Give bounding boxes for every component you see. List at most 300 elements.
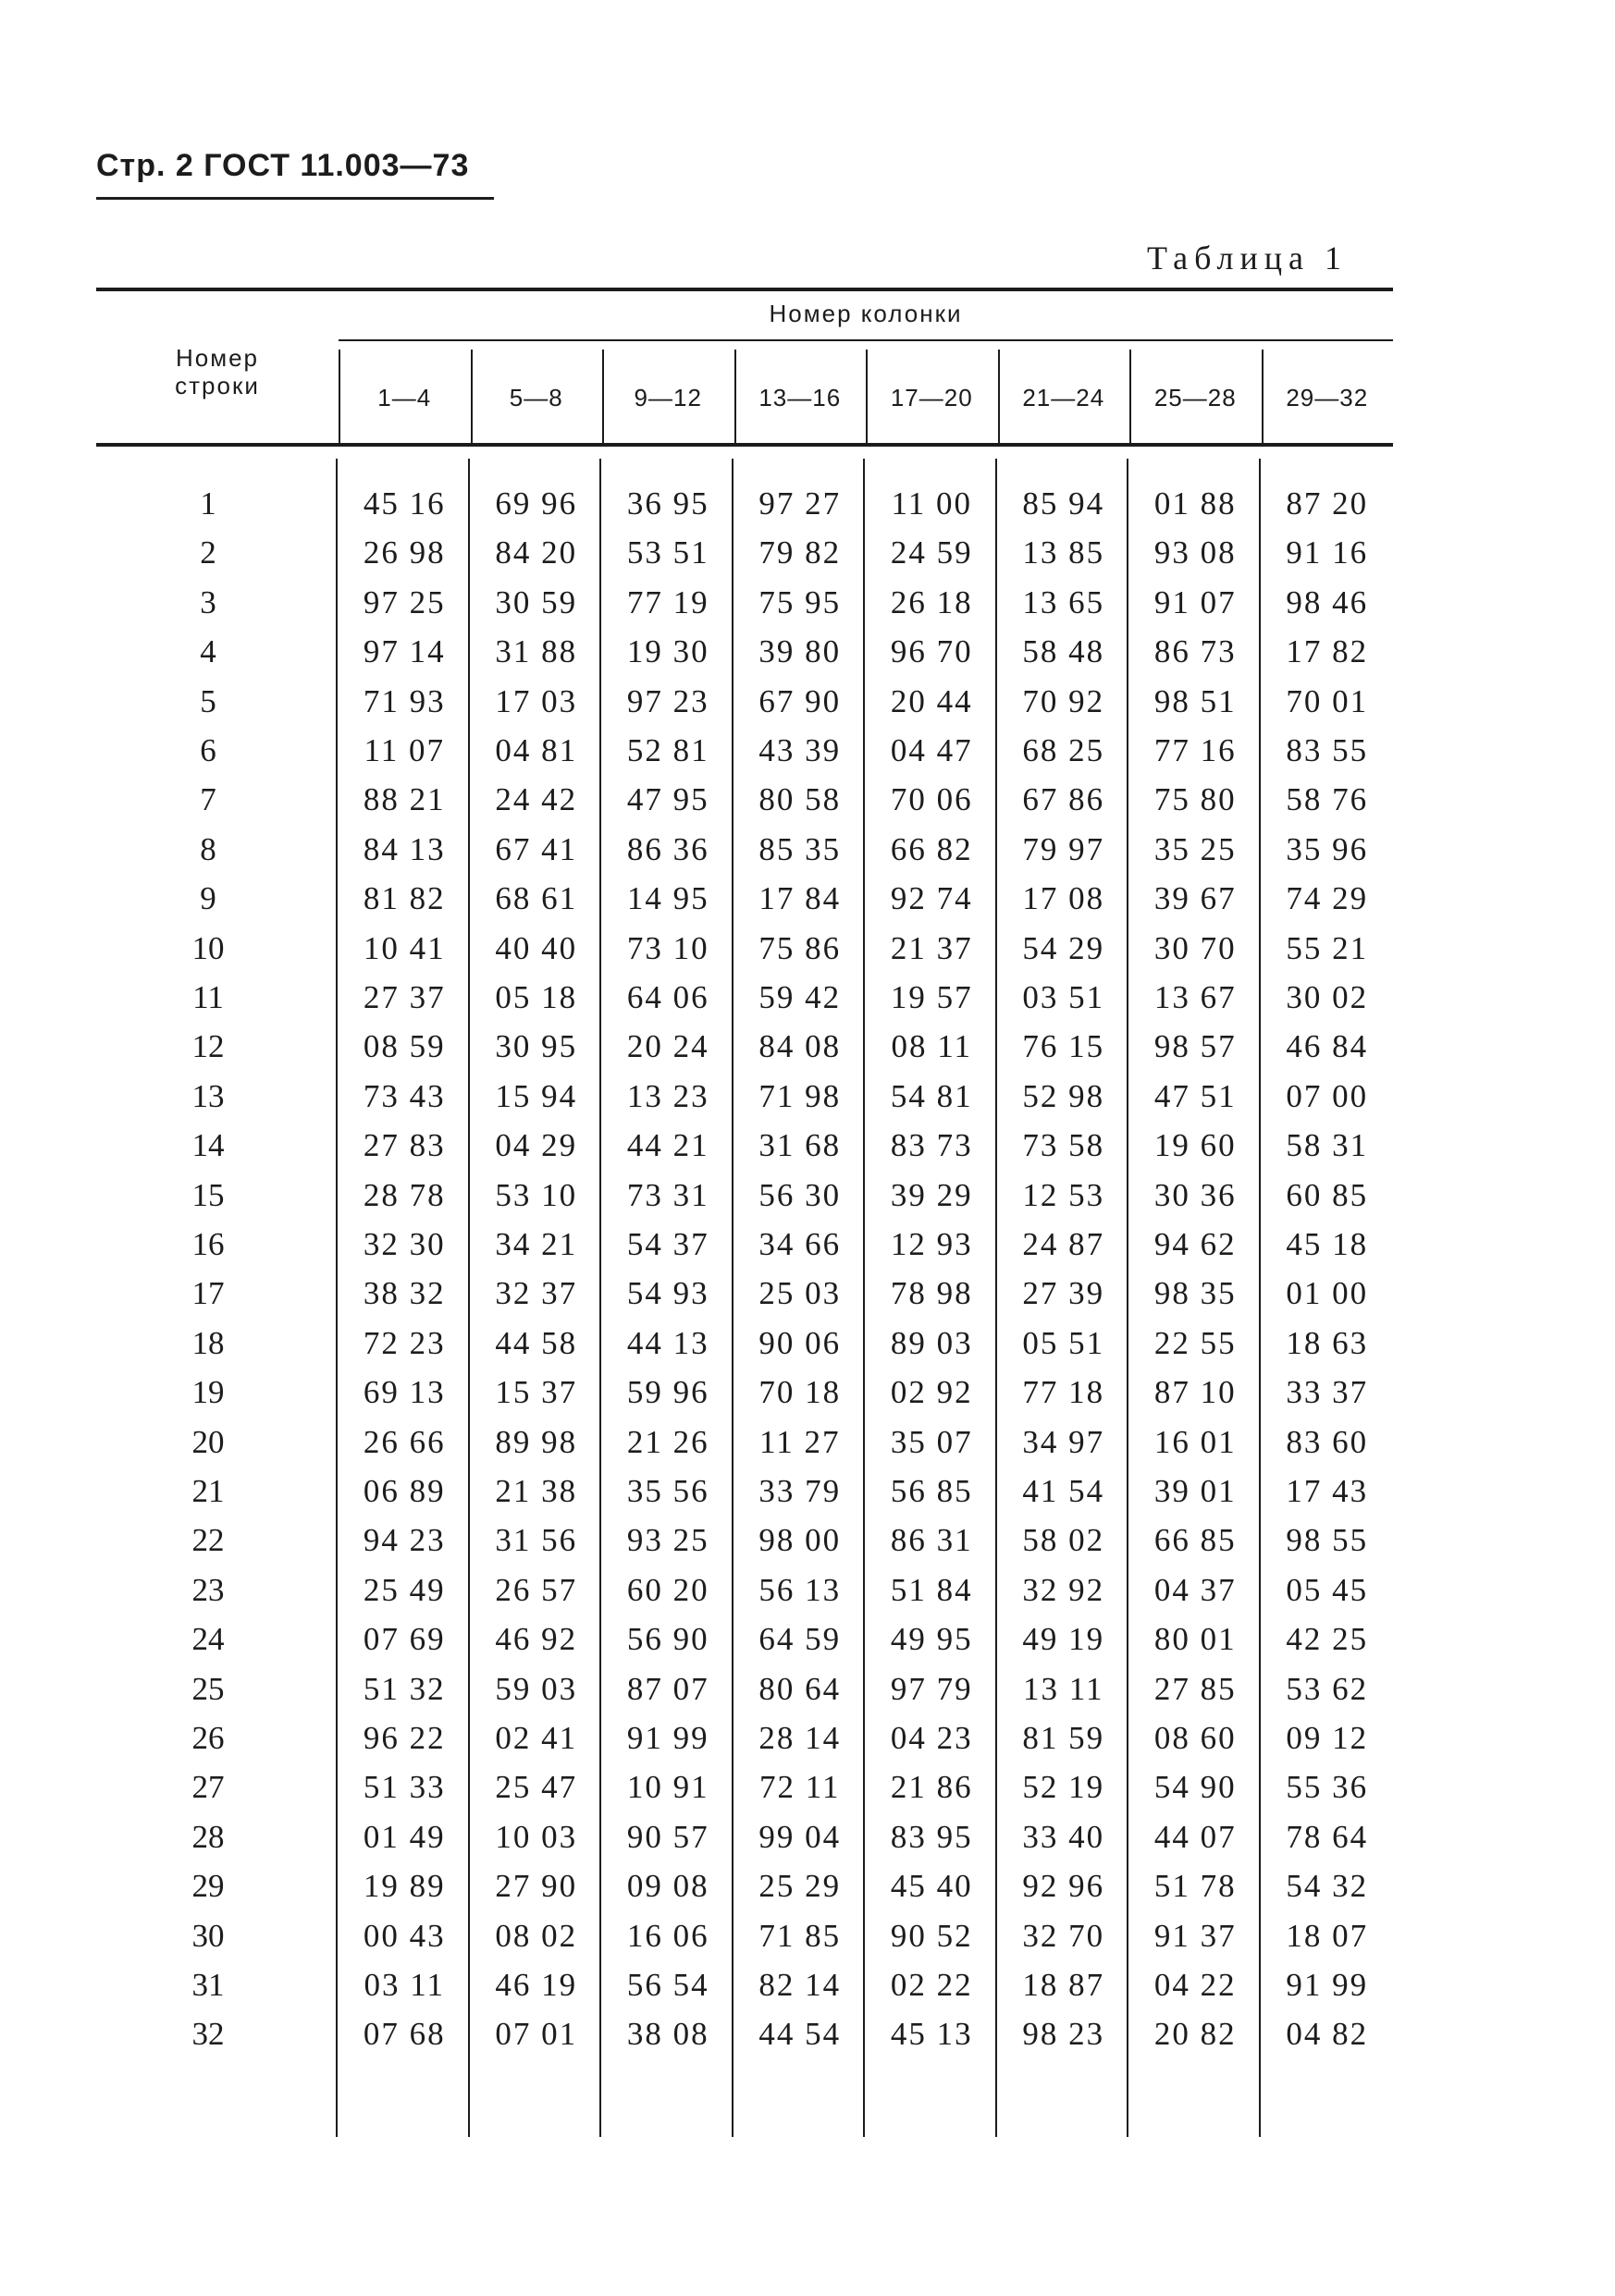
table-cell: 11 27: [759, 1423, 841, 1460]
table-cell: 87 07: [626, 1670, 709, 1707]
table-cell: 10 91: [626, 1769, 709, 1806]
row-number: 3: [200, 583, 216, 620]
table-cell: 21 37: [890, 929, 973, 966]
table-cell: 24 42: [495, 781, 578, 818]
table-cell: 21 38: [495, 1473, 578, 1509]
table-cell: 44 54: [758, 2016, 842, 2053]
table-cell: 94 23: [363, 1522, 446, 1559]
table-cell: 77 18: [1022, 1374, 1105, 1411]
table-cell: 67 41: [495, 830, 578, 867]
table-cell: 60 85: [1286, 1176, 1369, 1213]
table-cell: 97 23: [626, 682, 709, 719]
table-cell: 13 23: [626, 1077, 709, 1114]
table-cell: 35 56: [626, 1473, 709, 1509]
table-cell: 16 06: [626, 1917, 709, 1954]
column-label: 17—20: [890, 384, 973, 411]
table-cell: 53 51: [626, 534, 709, 571]
table-cell: 98 51: [1153, 682, 1237, 719]
row-number: 13: [191, 1077, 225, 1114]
table-cell: 40 40: [495, 929, 578, 966]
table-cell: 87 10: [1153, 1374, 1237, 1411]
table-cell: 56 30: [758, 1176, 842, 1213]
table-cell: 25 03: [758, 1275, 842, 1312]
table-cell: 01 49: [363, 1818, 446, 1855]
table-cell: 75 86: [758, 929, 842, 966]
table-cell: 43 39: [758, 732, 842, 768]
table-cell: 25 49: [363, 1571, 446, 1608]
table-cell: 11 00: [891, 485, 972, 522]
table-cell: 33 40: [1022, 1818, 1105, 1855]
table-cell: 38 08: [626, 2016, 709, 2053]
table-cell: 69 96: [495, 485, 578, 522]
table-cell: 71 98: [758, 1077, 842, 1114]
table-cell: 52 98: [1022, 1077, 1105, 1114]
table-cell: 93 08: [1153, 534, 1237, 571]
table-cell: 51 84: [890, 1571, 973, 1608]
table-cell: 74 29: [1286, 880, 1369, 917]
table-cell: 69 13: [363, 1374, 446, 1411]
table-cell: 44 07: [1153, 1818, 1237, 1855]
table-cell: 73 58: [1022, 1127, 1105, 1164]
table-cell: 68 25: [1022, 732, 1105, 768]
row-number: 20: [191, 1423, 225, 1460]
table-cell: 86 36: [626, 830, 709, 867]
table-cell: 68 61: [495, 880, 578, 917]
table-cell: 28 14: [758, 1720, 842, 1756]
table-cell: 08 11: [891, 1028, 972, 1065]
table-top-rule: [96, 288, 1393, 291]
table-cell: 30 95: [495, 1028, 578, 1065]
row-number: 32: [191, 2016, 225, 2053]
table-cell: 30 59: [495, 583, 578, 620]
table-cell: 59 96: [626, 1374, 709, 1411]
table-cell: 08 59: [363, 1028, 446, 1065]
table-cell: 67 86: [1022, 781, 1105, 818]
table-cell: 80 58: [758, 781, 842, 818]
table-cell: 03 51: [1022, 979, 1105, 1015]
table-cell: 18 87: [1022, 1967, 1105, 2003]
table-cell: 15 37: [495, 1374, 578, 1411]
table-cell: 99 04: [758, 1818, 842, 1855]
table-cell: 05 18: [495, 979, 578, 1015]
table-cell: 79 82: [758, 534, 842, 571]
table-cell: 88 21: [363, 781, 446, 818]
table-cell: 26 18: [890, 583, 973, 620]
header-bottom-rule: [96, 443, 1393, 447]
table-cell: 00 43: [363, 1917, 446, 1954]
table-cell: 91 07: [1153, 583, 1237, 620]
table-cell: 58 02: [1022, 1522, 1105, 1559]
table-cell: 04 22: [1153, 1967, 1237, 2003]
table-cell: 47 51: [1153, 1077, 1237, 1114]
table-cell: 84 08: [758, 1028, 842, 1065]
table-cell: 30 70: [1153, 929, 1237, 966]
table-cell: 58 31: [1286, 1127, 1369, 1164]
table-cell: 04 29: [495, 1127, 578, 1164]
table-cell: 46 92: [495, 1621, 578, 1658]
table-cell: 01 00: [1286, 1275, 1369, 1312]
table-cell: 32 70: [1022, 1917, 1105, 1954]
table-cell: 77 19: [626, 583, 709, 620]
table-cell: 78 64: [1286, 1818, 1369, 1855]
table-cell: 12 53: [1022, 1176, 1105, 1213]
row-number: 6: [200, 732, 216, 768]
table-cell: 83 73: [890, 1127, 973, 1164]
table-cell: 98 23: [1022, 2016, 1105, 2053]
table-cell: 02 41: [495, 1720, 578, 1756]
row-number: 24: [191, 1621, 225, 1658]
table-cell: 44 21: [626, 1127, 709, 1164]
table-cell: 45 40: [890, 1868, 973, 1905]
table-cell: 46 19: [495, 1967, 578, 2003]
table-cell: 13 85: [1022, 534, 1105, 571]
table-cell: 33 37: [1286, 1374, 1369, 1411]
table-cell: 94 62: [1153, 1226, 1237, 1262]
table-cell: 30 02: [1286, 979, 1369, 1015]
table-cell: 05 51: [1022, 1324, 1105, 1361]
table-cell: 70 18: [758, 1374, 842, 1411]
table-cell: 86 73: [1153, 633, 1237, 670]
column-label: 13—16: [758, 384, 842, 411]
table-cell: 58 76: [1286, 781, 1369, 818]
table-cell: 20 44: [890, 682, 973, 719]
table-cell: 33 79: [758, 1473, 842, 1509]
table-cell: 93 25: [626, 1522, 709, 1559]
table-cell: 73 43: [363, 1077, 446, 1114]
table-cell: 98 35: [1153, 1275, 1237, 1312]
table-cell: 85 94: [1022, 485, 1105, 522]
table-cell: 25 29: [758, 1868, 842, 1905]
table-cell: 49 19: [1022, 1621, 1105, 1658]
row-number: 28: [191, 1818, 225, 1855]
table-cell: 27 37: [363, 979, 446, 1015]
row-number: 5: [200, 682, 216, 719]
table-cell: 52 81: [626, 732, 709, 768]
table-cell: 04 23: [890, 1720, 973, 1756]
table-cell: 35 07: [890, 1423, 973, 1460]
table-cell: 08 60: [1153, 1720, 1237, 1756]
table-cell: 97 79: [890, 1670, 973, 1707]
table-cell: 73 10: [626, 929, 709, 966]
table-cell: 54 81: [890, 1077, 973, 1114]
table-cell: 22 55: [1153, 1324, 1237, 1361]
row-number: 8: [200, 830, 216, 867]
table-cell: 75 80: [1153, 781, 1237, 818]
table-cell: 54 93: [626, 1275, 709, 1312]
table-cell: 16 01: [1153, 1423, 1237, 1460]
row-number: 7: [200, 781, 216, 818]
table-caption: Таблица 1: [1147, 239, 1348, 276]
table-cell: 04 81: [495, 732, 578, 768]
table-cell: 03 11: [364, 1967, 445, 2003]
table-cell: 53 62: [1286, 1670, 1369, 1707]
table-cell: 24 59: [890, 534, 973, 571]
table-cell: 36 95: [626, 485, 709, 522]
table-cell: 98 57: [1153, 1028, 1237, 1065]
table-cell: 90 06: [758, 1324, 842, 1361]
column-label: 25—28: [1153, 384, 1237, 411]
table-cell: 21 86: [890, 1769, 973, 1806]
row-number: 2: [200, 534, 216, 571]
table-cell: 55 21: [1286, 929, 1369, 966]
table-cell: 92 74: [890, 880, 973, 917]
table-cell: 34 21: [495, 1226, 578, 1262]
table-cell: 79 97: [1022, 830, 1105, 867]
table-cell: 26 98: [363, 534, 446, 571]
table-cell: 97 14: [363, 633, 446, 670]
table-cell: 90 57: [626, 1818, 709, 1855]
table-cell: 31 88: [495, 633, 578, 670]
table-cell: 41 54: [1022, 1473, 1105, 1509]
table-cell: 27 39: [1022, 1275, 1105, 1312]
table-cell: 20 82: [1153, 2016, 1237, 2053]
table-cell: 80 64: [758, 1670, 842, 1707]
table-cell: 71 93: [363, 682, 446, 719]
table-cell: 42 25: [1286, 1621, 1369, 1658]
table-cell: 31 68: [758, 1127, 842, 1164]
table-cell: 52 19: [1022, 1769, 1105, 1806]
row-number: 10: [191, 929, 225, 966]
table-cell: 19 60: [1153, 1127, 1237, 1164]
table-cell: 91 99: [1286, 1967, 1369, 2003]
body-column-divider: [336, 459, 338, 2137]
table-cell: 54 37: [626, 1226, 709, 1262]
table-cell: 56 54: [626, 1967, 709, 2003]
table-cell: 70 92: [1022, 682, 1105, 719]
table-cell: 72 23: [363, 1324, 446, 1361]
table-cell: 07 01: [495, 2016, 578, 2053]
table-cell: 85 35: [758, 830, 842, 867]
table-cell: 83 60: [1286, 1423, 1369, 1460]
row-number: 23: [191, 1571, 225, 1608]
header-underline: [96, 197, 494, 200]
row-number: 26: [191, 1720, 225, 1756]
table-cell: 04 82: [1286, 2016, 1369, 2053]
column-group-rule: [339, 339, 1393, 341]
table-cell: 39 29: [890, 1176, 973, 1213]
table-cell: 21 26: [626, 1423, 709, 1460]
row-number: 14: [191, 1127, 225, 1164]
table-cell: 24 87: [1022, 1226, 1105, 1262]
table-cell: 97 27: [758, 485, 842, 522]
table-cell: 45 13: [890, 2016, 973, 2053]
table-cell: 27 90: [495, 1868, 578, 1905]
table-cell: 34 97: [1022, 1423, 1105, 1460]
column-label: 29—32: [1286, 384, 1369, 411]
table-cell: 51 78: [1153, 1868, 1237, 1905]
table-cell: 10 03: [495, 1818, 578, 1855]
table-cell: 38 32: [363, 1275, 446, 1312]
row-number: 19: [191, 1374, 225, 1411]
table-cell: 44 58: [495, 1324, 578, 1361]
column-group-label: Номер колонки: [769, 300, 963, 327]
row-number: 17: [191, 1275, 225, 1312]
table-cell: 96 70: [890, 633, 973, 670]
table-cell: 27 83: [363, 1127, 446, 1164]
table-cell: 83 95: [890, 1818, 973, 1855]
table-cell: 87 20: [1286, 485, 1369, 522]
table-cell: 59 42: [758, 979, 842, 1015]
table-cell: 47 95: [626, 781, 709, 818]
table-cell: 32 92: [1022, 1571, 1105, 1608]
table-cell: 86 31: [890, 1522, 973, 1559]
table-cell: 53 10: [495, 1176, 578, 1213]
table-cell: 81 82: [363, 880, 446, 917]
table-cell: 80 01: [1153, 1621, 1237, 1658]
table-cell: 39 80: [758, 633, 842, 670]
row-number: 9: [200, 880, 216, 917]
table-cell: 77 16: [1153, 732, 1237, 768]
table-cell: 09 08: [626, 1868, 709, 1905]
row-number: 27: [191, 1769, 225, 1806]
table-cell: 32 37: [495, 1275, 578, 1312]
table-cell: 18 07: [1286, 1917, 1369, 1954]
table-cell: 32 30: [363, 1226, 446, 1262]
table-cell: 17 08: [1022, 880, 1105, 917]
table-cell: 02 92: [890, 1374, 973, 1411]
table-cell: 44 13: [626, 1324, 709, 1361]
table-cell: 73 31: [626, 1176, 709, 1213]
table-cell: 07 68: [363, 2016, 446, 2053]
page-header: Стр. 2 ГОСТ 11.003—73: [96, 148, 470, 183]
table-cell: 07 00: [1286, 1077, 1369, 1114]
row-number: 11: [192, 979, 224, 1015]
column-label: 9—12: [634, 384, 702, 411]
table-cell: 92 96: [1022, 1868, 1105, 1905]
table-cell: 39 01: [1153, 1473, 1237, 1509]
column-label: 21—24: [1022, 384, 1105, 411]
table-cell: 01 88: [1153, 485, 1237, 522]
table-cell: 19 30: [626, 633, 709, 670]
table-cell: 20 24: [626, 1028, 709, 1065]
table-cell: 56 13: [758, 1571, 842, 1608]
table-cell: 54 32: [1286, 1868, 1369, 1905]
table-cell: 97 25: [363, 583, 446, 620]
row-number: 18: [191, 1324, 225, 1361]
table-cell: 30 36: [1153, 1176, 1237, 1213]
table-cell: 72 11: [759, 1769, 841, 1806]
table-cell: 67 90: [758, 682, 842, 719]
table-cell: 96 22: [363, 1720, 446, 1756]
table-cell: 84 20: [495, 534, 578, 571]
row-header-label: Номер строки: [175, 344, 260, 399]
table-cell: 56 90: [626, 1621, 709, 1658]
table-cell: 26 57: [495, 1571, 578, 1608]
table-cell: 54 90: [1153, 1769, 1237, 1806]
table-cell: 84 13: [363, 830, 446, 867]
table-cell: 31 56: [495, 1522, 578, 1559]
table-cell: 98 46: [1286, 583, 1369, 620]
row-number: 29: [191, 1868, 225, 1905]
table-cell: 13 65: [1022, 583, 1105, 620]
table-cell: 12 93: [890, 1226, 973, 1262]
table-cell: 58 48: [1022, 633, 1105, 670]
table-cell: 06 89: [363, 1473, 446, 1509]
table-cell: 59 03: [495, 1670, 578, 1707]
table-cell: 17 03: [495, 682, 578, 719]
table-cell: 39 67: [1153, 880, 1237, 917]
table-cell: 46 84: [1286, 1028, 1369, 1065]
table-cell: 54 29: [1022, 929, 1105, 966]
row-number: 1: [200, 485, 216, 522]
table-cell: 78 98: [890, 1275, 973, 1312]
table-cell: 02 22: [890, 1967, 973, 2003]
table-cell: 19 57: [890, 979, 973, 1015]
table-cell: 11 07: [364, 732, 445, 768]
table-cell: 83 55: [1286, 732, 1369, 768]
table-cell: 07 69: [363, 1621, 446, 1658]
row-number: 25: [191, 1670, 225, 1707]
table-cell: 17 84: [758, 880, 842, 917]
table-cell: 55 36: [1286, 1769, 1369, 1806]
table-cell: 35 96: [1286, 830, 1369, 867]
row-number: 16: [191, 1226, 225, 1262]
table-cell: 04 37: [1153, 1571, 1237, 1608]
column-label: 1—4: [377, 384, 432, 411]
table-cell: 89 98: [495, 1423, 578, 1460]
row-number: 31: [191, 1967, 225, 2003]
table-cell: 49 95: [890, 1621, 973, 1658]
table-cell: 82 14: [758, 1967, 842, 2003]
table-cell: 91 99: [626, 1720, 709, 1756]
table-cell: 25 47: [495, 1769, 578, 1806]
table-cell: 28 78: [363, 1176, 446, 1213]
table-cell: 91 16: [1286, 534, 1369, 571]
row-number: 15: [191, 1176, 225, 1213]
table-cell: 66 82: [890, 830, 973, 867]
table-cell: 19 89: [363, 1868, 446, 1905]
table-cell: 64 59: [758, 1621, 842, 1658]
table-cell: 09 12: [1286, 1720, 1369, 1756]
table-cell: 17 82: [1286, 633, 1369, 670]
table-cell: 81 59: [1022, 1720, 1105, 1756]
table-cell: 13 11: [1023, 1670, 1104, 1707]
table-cell: 17 43: [1286, 1473, 1369, 1509]
row-number: 12: [191, 1028, 225, 1065]
table-cell: 35 25: [1153, 830, 1237, 867]
table-cell: 51 33: [363, 1769, 446, 1806]
table-cell: 98 00: [758, 1522, 842, 1559]
table-cell: 08 02: [495, 1917, 578, 1954]
row-number: 22: [191, 1522, 225, 1559]
table-cell: 60 20: [626, 1571, 709, 1608]
row-number: 30: [191, 1917, 225, 1954]
table-cell: 51 32: [363, 1670, 446, 1707]
table-cell: 76 15: [1022, 1028, 1105, 1065]
table-cell: 27 85: [1153, 1670, 1237, 1707]
table-cell: 71 85: [758, 1917, 842, 1954]
table-cell: 45 16: [363, 485, 446, 522]
table-cell: 89 03: [890, 1324, 973, 1361]
table-cell: 13 67: [1153, 979, 1237, 1015]
table-cell: 45 18: [1286, 1226, 1369, 1262]
table-cell: 90 52: [890, 1917, 973, 1954]
table-cell: 70 01: [1286, 682, 1369, 719]
table-cell: 05 45: [1286, 1571, 1369, 1608]
table-cell: 14 95: [626, 880, 709, 917]
table-cell: 34 66: [758, 1226, 842, 1262]
table-cell: 66 85: [1153, 1522, 1237, 1559]
table-cell: 56 85: [890, 1473, 973, 1509]
row-number: 4: [200, 633, 216, 670]
column-label: 5—8: [509, 384, 563, 411]
table-cell: 04 47: [890, 732, 973, 768]
table-cell: 91 37: [1153, 1917, 1237, 1954]
table-cell: 75 95: [758, 583, 842, 620]
table-cell: 15 94: [495, 1077, 578, 1114]
table-cell: 18 63: [1286, 1324, 1369, 1361]
table-cell: 10 41: [363, 929, 446, 966]
